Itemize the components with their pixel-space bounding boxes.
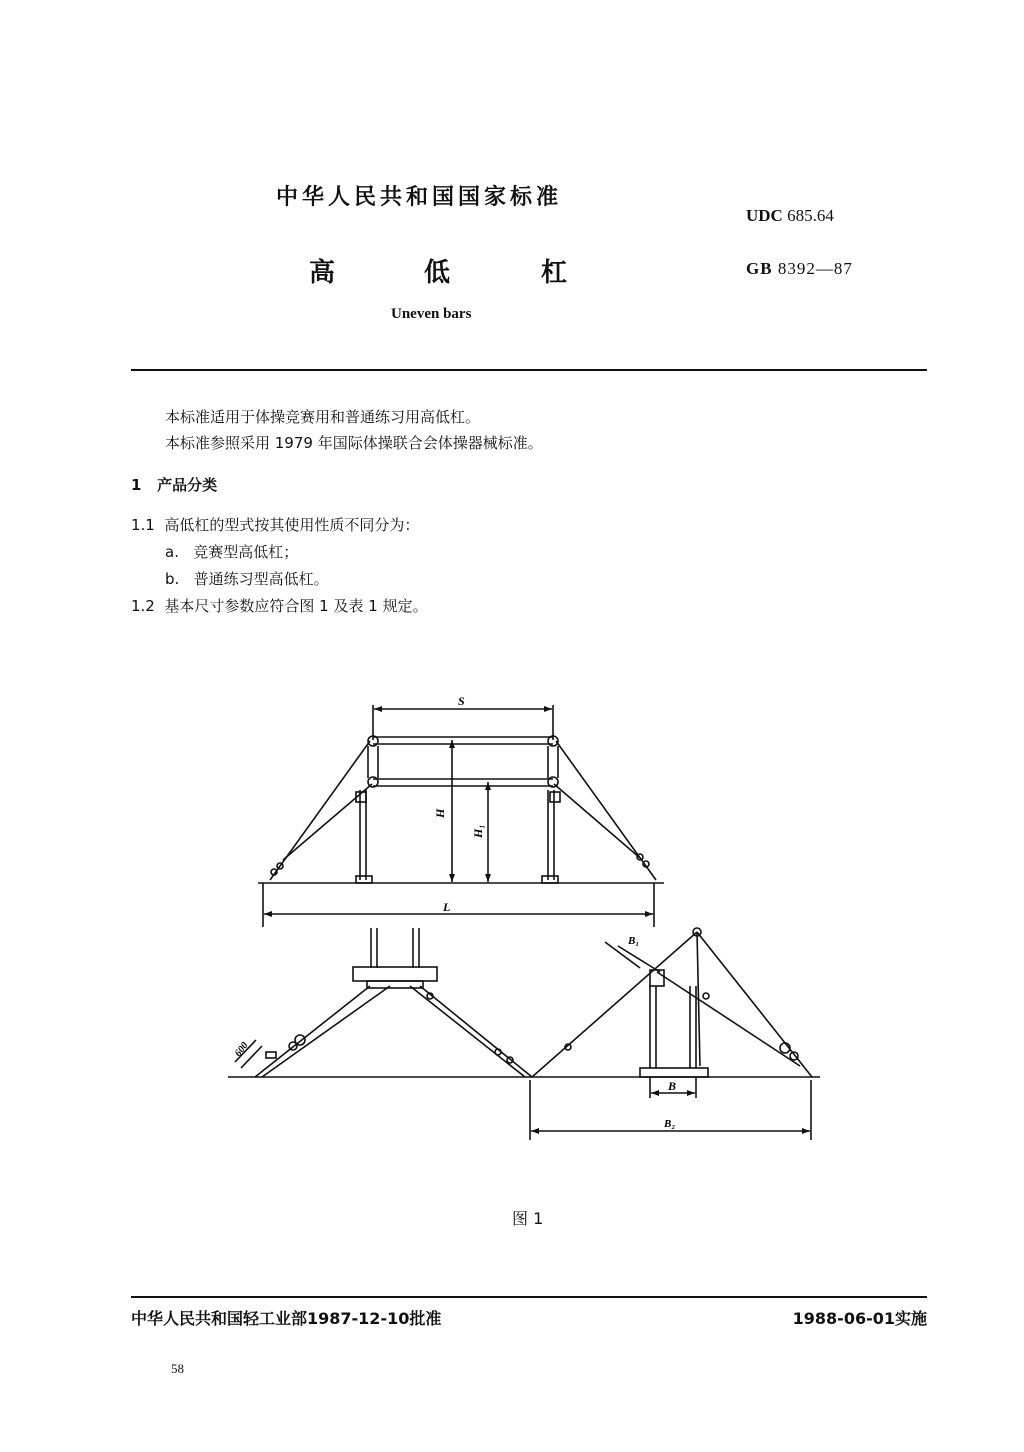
label-600: 600 (232, 1040, 251, 1059)
section-1-number: 1 (131, 476, 142, 494)
intro-line-1: 本标准适用于体操竞赛用和普通练习用高低杠。 (165, 408, 481, 426)
approval-text: 中华人民共和国轻工业部1987-12-10批准 (131, 1309, 442, 1328)
udc-label: UDC (746, 206, 783, 225)
label-b: B (668, 1079, 677, 1093)
label-s: S (458, 694, 465, 708)
title-char-2: 低 (424, 258, 451, 288)
clause-1-1-text: 高低杠的型式按其使用性质不同分为： (164, 516, 420, 534)
list-item-b-text: 普通练习型高低杠。 (193, 570, 329, 588)
page-number: 58 (171, 1361, 184, 1376)
implementation-text: 1988-06-01实施 (792, 1309, 927, 1328)
list-item-a-marker: a. (165, 543, 179, 561)
udc-value: 685.64 (787, 206, 834, 225)
title-char-3: 杠 (541, 258, 568, 288)
english-title: Uneven bars (391, 306, 472, 322)
title-char-1: 高 (309, 258, 336, 288)
gb-label: GB (746, 259, 773, 278)
label-b2: B₂ (664, 1118, 676, 1130)
label-b1: B₁ (628, 935, 640, 947)
label-h1: H₁ (471, 824, 485, 838)
gb-value: 8392—87 (777, 259, 853, 278)
figure-caption: 图 1 (512, 1209, 544, 1228)
clause-1-1-number: 1.1 (131, 516, 155, 534)
label-h: H (433, 808, 447, 818)
label-l: L (443, 900, 451, 914)
list-item-a-text: 竞赛型高低杠； (193, 543, 299, 561)
section-1-title: 产品分类 (157, 476, 218, 494)
clause-1-2-text: 基本尺寸参数应符合图 1 及表 1 规定。 (164, 597, 428, 615)
footer-rule (131, 1296, 927, 1298)
clause-1-2-number: 1.2 (131, 597, 155, 615)
intro-line-2: 本标准参照采用 1979 年国际体操联合会体操器械标准。 (165, 434, 543, 452)
list-item-b-marker: b. (165, 570, 180, 588)
standard-title: 中华人民共和国国家标准 (276, 185, 563, 210)
